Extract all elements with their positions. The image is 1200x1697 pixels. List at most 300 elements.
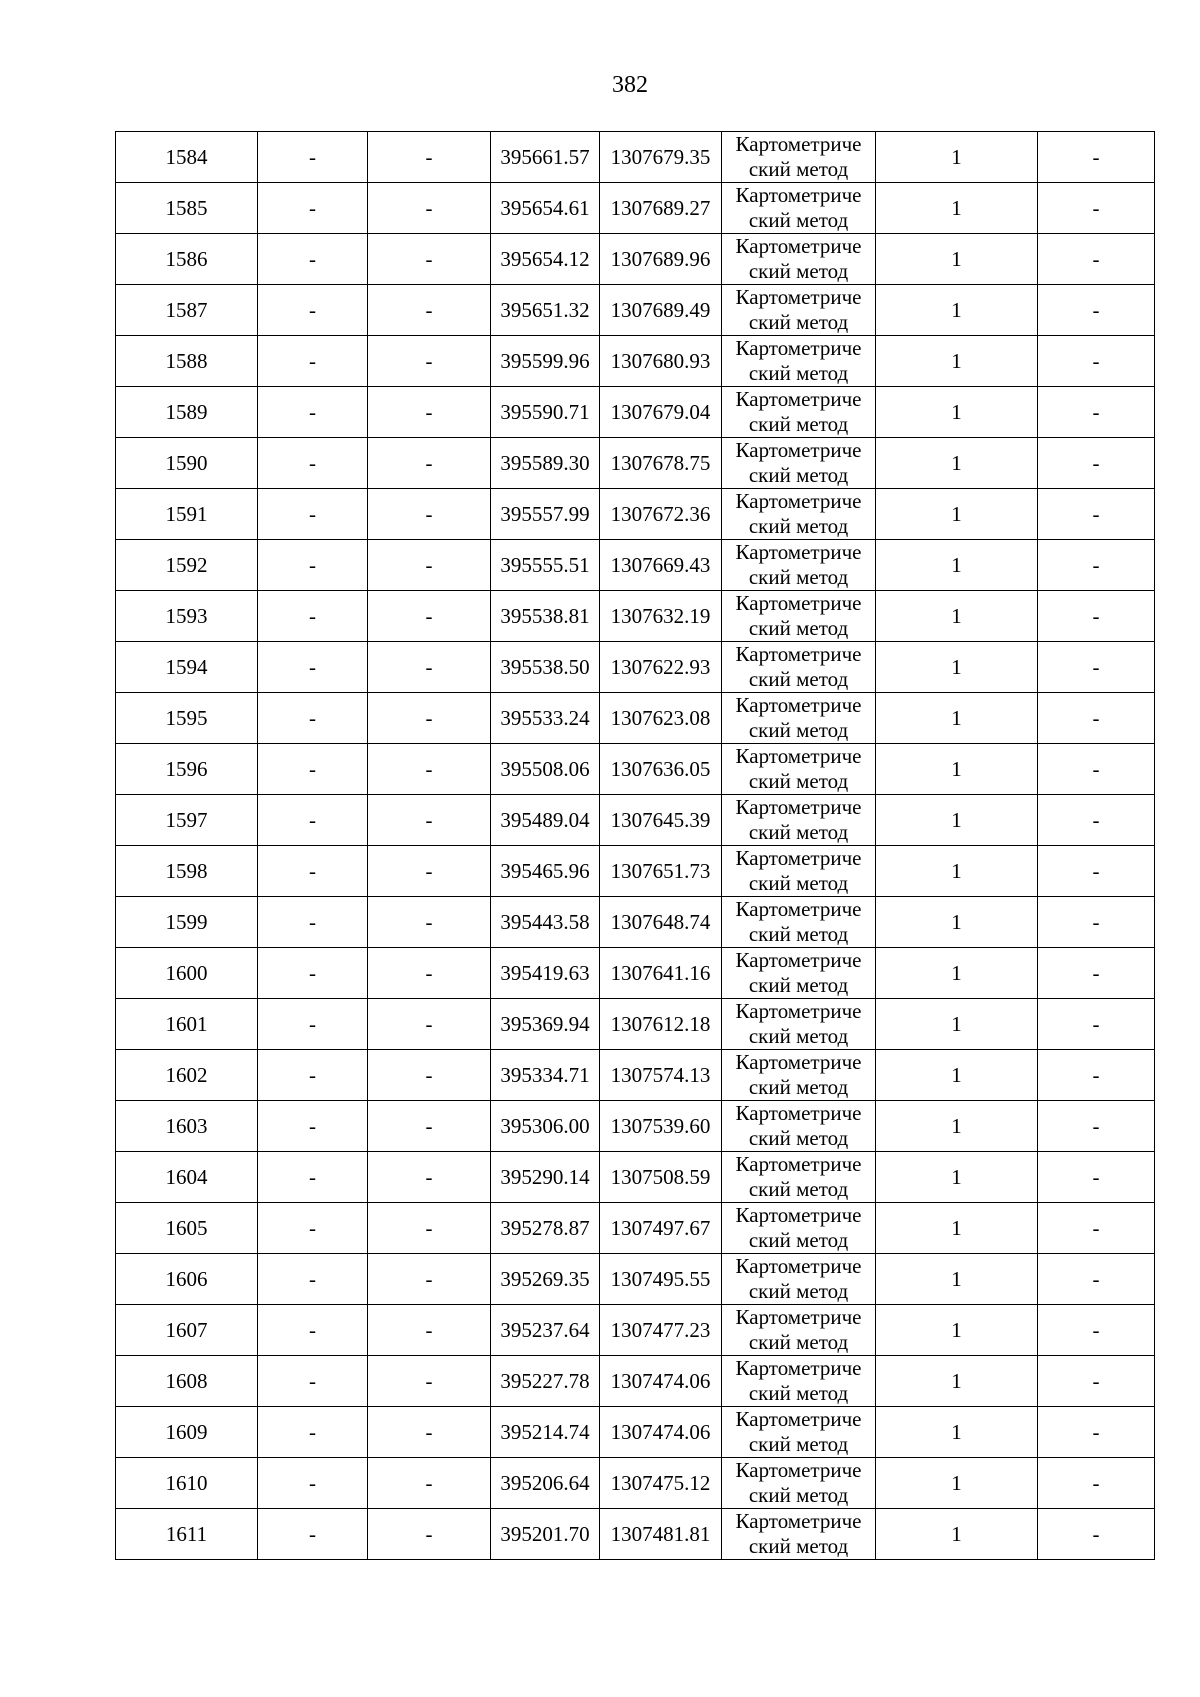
cell-method [722, 1458, 876, 1509]
cell-note: - [1038, 387, 1155, 438]
cell-method [722, 642, 876, 693]
cell-x-coordinate: 395533.24 [491, 693, 600, 744]
cell-method [722, 948, 876, 999]
cell-note: - [1038, 1509, 1155, 1560]
cell-precision: 1 [876, 1356, 1038, 1407]
cell-empty-1: - [258, 591, 368, 642]
cell-note: - [1038, 1050, 1155, 1101]
cell-precision: 1 [876, 1203, 1038, 1254]
cell-x-coordinate: 395654.12 [491, 234, 600, 285]
method-line-2: ский метод [748, 820, 849, 844]
cell-method [722, 1254, 876, 1305]
cell-empty-2: - [368, 438, 491, 489]
cell-x-coordinate: 395306.00 [491, 1101, 600, 1152]
cell-note: - [1038, 1356, 1155, 1407]
cell-method [722, 999, 876, 1050]
cell-method [722, 132, 876, 183]
cell-empty-1: - [258, 438, 368, 489]
cell-y-coordinate: 1307497.67 [600, 1203, 722, 1254]
method-line-2: ский метод [748, 565, 849, 589]
cell-empty-2: - [368, 285, 491, 336]
method-line-1: Картометриче [735, 183, 862, 207]
table-row [116, 1152, 1155, 1203]
method-line-1: Картометриче [735, 846, 862, 870]
method-line-2: ский метод [748, 1279, 849, 1303]
method-line-1: Картометриче [735, 795, 862, 819]
method-line-1: Картометриче [735, 999, 862, 1023]
cell-note: - [1038, 285, 1155, 336]
cell-y-coordinate: 1307672.36 [600, 489, 722, 540]
cell-point-number: 1611 [116, 1509, 258, 1560]
method-line-1: Картометриче [735, 1050, 862, 1074]
cell-note: - [1038, 591, 1155, 642]
cell-point-number: 1596 [116, 744, 258, 795]
cell-precision: 1 [876, 1050, 1038, 1101]
cell-point-number: 1584 [116, 132, 258, 183]
cell-x-coordinate: 395589.30 [491, 438, 600, 489]
table-row [116, 132, 1155, 183]
cell-point-number: 1603 [116, 1101, 258, 1152]
method-line-2: ский метод [748, 718, 849, 742]
cell-note: - [1038, 1305, 1155, 1356]
cell-precision: 1 [876, 744, 1038, 795]
cell-y-coordinate: 1307641.16 [600, 948, 722, 999]
cell-empty-2: - [368, 234, 491, 285]
table-row [116, 591, 1155, 642]
cell-method [722, 540, 876, 591]
cell-precision: 1 [876, 948, 1038, 999]
method-line-1: Картометриче [735, 1203, 862, 1227]
cell-x-coordinate: 395465.96 [491, 846, 600, 897]
cell-note: - [1038, 132, 1155, 183]
cell-y-coordinate: 1307495.55 [600, 1254, 722, 1305]
method-line-2: ский метод [748, 616, 849, 640]
cell-precision: 1 [876, 897, 1038, 948]
method-line-2: ский метод [748, 361, 849, 385]
coordinates-table [115, 131, 1155, 1560]
method-line-2: ский метод [748, 1177, 849, 1201]
cell-point-number: 1594 [116, 642, 258, 693]
cell-empty-1: - [258, 1356, 368, 1407]
method-line-2: ский метод [748, 463, 849, 487]
cell-y-coordinate: 1307689.49 [600, 285, 722, 336]
cell-method [722, 438, 876, 489]
cell-empty-2: - [368, 489, 491, 540]
cell-x-coordinate: 395555.51 [491, 540, 600, 591]
cell-note: - [1038, 1458, 1155, 1509]
cell-precision: 1 [876, 234, 1038, 285]
cell-point-number: 1593 [116, 591, 258, 642]
cell-y-coordinate: 1307689.96 [600, 234, 722, 285]
cell-empty-1: - [258, 336, 368, 387]
cell-empty-1: - [258, 1509, 368, 1560]
cell-empty-2: - [368, 1101, 491, 1152]
cell-empty-2: - [368, 1254, 491, 1305]
method-line-2: ский метод [748, 1024, 849, 1048]
method-line-2: ский метод [748, 871, 849, 895]
cell-method [722, 591, 876, 642]
table-row [116, 897, 1155, 948]
cell-x-coordinate: 395269.35 [491, 1254, 600, 1305]
cell-point-number: 1585 [116, 183, 258, 234]
cell-method [722, 1101, 876, 1152]
method-line-1: Картометриче [735, 1254, 862, 1278]
table-row [116, 846, 1155, 897]
table-row [116, 642, 1155, 693]
method-line-1: Картометриче [735, 642, 862, 666]
cell-y-coordinate: 1307636.05 [600, 744, 722, 795]
table-row [116, 1203, 1155, 1254]
cell-empty-1: - [258, 285, 368, 336]
table-row [116, 1050, 1155, 1101]
cell-note: - [1038, 795, 1155, 846]
method-line-1: Картометриче [735, 489, 862, 513]
cell-method [722, 183, 876, 234]
cell-precision: 1 [876, 1407, 1038, 1458]
cell-note: - [1038, 948, 1155, 999]
method-line-1: Картометриче [735, 1356, 862, 1380]
method-line-1: Картометриче [735, 336, 862, 360]
cell-precision: 1 [876, 999, 1038, 1050]
cell-y-coordinate: 1307474.06 [600, 1407, 722, 1458]
cell-empty-2: - [368, 1203, 491, 1254]
cell-precision: 1 [876, 642, 1038, 693]
cell-precision: 1 [876, 1305, 1038, 1356]
cell-y-coordinate: 1307651.73 [600, 846, 722, 897]
cell-empty-1: - [258, 897, 368, 948]
cell-note: - [1038, 744, 1155, 795]
cell-method [722, 1356, 876, 1407]
page-number: 382 [612, 72, 648, 98]
method-line-1: Картометриче [735, 1152, 862, 1176]
method-line-2: ский метод [748, 769, 849, 793]
cell-x-coordinate: 395538.50 [491, 642, 600, 693]
cell-empty-2: - [368, 999, 491, 1050]
table-row [116, 183, 1155, 234]
cell-empty-1: - [258, 489, 368, 540]
method-line-2: ский метод [748, 1330, 849, 1354]
table-row [116, 948, 1155, 999]
table-body [116, 132, 1155, 1560]
method-line-1: Картометриче [735, 591, 862, 615]
cell-precision: 1 [876, 1509, 1038, 1560]
method-line-1: Картометриче [735, 285, 862, 309]
cell-y-coordinate: 1307669.43 [600, 540, 722, 591]
cell-precision: 1 [876, 846, 1038, 897]
table-row [116, 999, 1155, 1050]
cell-x-coordinate: 395557.99 [491, 489, 600, 540]
table-row [116, 1356, 1155, 1407]
cell-precision: 1 [876, 387, 1038, 438]
method-line-1: Картометриче [735, 693, 862, 717]
table-row [116, 1509, 1155, 1560]
method-line-1: Картометриче [735, 438, 862, 462]
method-line-1: Картометриче [735, 897, 862, 921]
cell-empty-2: - [368, 1356, 491, 1407]
cell-point-number: 1609 [116, 1407, 258, 1458]
cell-empty-2: - [368, 336, 491, 387]
cell-empty-1: - [258, 795, 368, 846]
cell-y-coordinate: 1307648.74 [600, 897, 722, 948]
cell-method [722, 1203, 876, 1254]
method-line-2: ский метод [748, 1534, 849, 1558]
cell-x-coordinate: 395227.78 [491, 1356, 600, 1407]
cell-x-coordinate: 395651.32 [491, 285, 600, 336]
cell-y-coordinate: 1307680.93 [600, 336, 722, 387]
cell-note: - [1038, 489, 1155, 540]
table-row [116, 438, 1155, 489]
cell-empty-2: - [368, 540, 491, 591]
cell-y-coordinate: 1307475.12 [600, 1458, 722, 1509]
method-line-1: Картометриче [735, 387, 862, 411]
cell-y-coordinate: 1307574.13 [600, 1050, 722, 1101]
method-line-1: Картометриче [735, 234, 862, 258]
cell-note: - [1038, 183, 1155, 234]
cell-note: - [1038, 1152, 1155, 1203]
cell-empty-1: - [258, 1152, 368, 1203]
cell-point-number: 1606 [116, 1254, 258, 1305]
cell-precision: 1 [876, 540, 1038, 591]
cell-empty-1: - [258, 234, 368, 285]
cell-method [722, 1305, 876, 1356]
cell-point-number: 1598 [116, 846, 258, 897]
cell-empty-1: - [258, 1458, 368, 1509]
cell-x-coordinate: 395590.71 [491, 387, 600, 438]
cell-empty-2: - [368, 1305, 491, 1356]
cell-y-coordinate: 1307679.35 [600, 132, 722, 183]
cell-method [722, 1407, 876, 1458]
method-line-2: ский метод [748, 1075, 849, 1099]
cell-empty-1: - [258, 540, 368, 591]
cell-x-coordinate: 395214.74 [491, 1407, 600, 1458]
cell-empty-2: - [368, 1509, 491, 1560]
cell-empty-1: - [258, 1407, 368, 1458]
method-line-2: ский метод [748, 1432, 849, 1456]
cell-empty-2: - [368, 183, 491, 234]
cell-point-number: 1587 [116, 285, 258, 336]
method-line-2: ский метод [748, 412, 849, 436]
cell-y-coordinate: 1307474.06 [600, 1356, 722, 1407]
cell-point-number: 1608 [116, 1356, 258, 1407]
cell-point-number: 1592 [116, 540, 258, 591]
cell-empty-1: - [258, 1305, 368, 1356]
cell-method [722, 387, 876, 438]
table-row [116, 489, 1155, 540]
cell-note: - [1038, 642, 1155, 693]
cell-x-coordinate: 395508.06 [491, 744, 600, 795]
method-line-2: ский метод [748, 973, 849, 997]
cell-point-number: 1590 [116, 438, 258, 489]
cell-empty-1: - [258, 1254, 368, 1305]
cell-method [722, 1050, 876, 1101]
cell-x-coordinate: 395278.87 [491, 1203, 600, 1254]
method-line-2: ский метод [748, 310, 849, 334]
cell-y-coordinate: 1307679.04 [600, 387, 722, 438]
cell-x-coordinate: 395237.64 [491, 1305, 600, 1356]
cell-point-number: 1604 [116, 1152, 258, 1203]
cell-x-coordinate: 395334.71 [491, 1050, 600, 1101]
cell-empty-1: - [258, 999, 368, 1050]
cell-note: - [1038, 234, 1155, 285]
cell-point-number: 1610 [116, 1458, 258, 1509]
cell-method [722, 489, 876, 540]
cell-x-coordinate: 395661.57 [491, 132, 600, 183]
cell-empty-1: - [258, 744, 368, 795]
method-line-1: Картометриче [735, 1509, 862, 1533]
cell-point-number: 1602 [116, 1050, 258, 1101]
table-row [116, 795, 1155, 846]
cell-precision: 1 [876, 438, 1038, 489]
cell-note: - [1038, 999, 1155, 1050]
cell-x-coordinate: 395599.96 [491, 336, 600, 387]
method-line-2: ский метод [748, 1228, 849, 1252]
cell-empty-2: - [368, 1458, 491, 1509]
cell-y-coordinate: 1307622.93 [600, 642, 722, 693]
method-line-1: Картометриче [735, 1305, 862, 1329]
cell-x-coordinate: 395443.58 [491, 897, 600, 948]
cell-method [722, 795, 876, 846]
cell-empty-2: - [368, 795, 491, 846]
method-line-1: Картометриче [735, 1458, 862, 1482]
cell-empty-2: - [368, 387, 491, 438]
cell-note: - [1038, 693, 1155, 744]
cell-y-coordinate: 1307689.27 [600, 183, 722, 234]
method-line-1: Картометриче [735, 1101, 862, 1125]
cell-empty-1: - [258, 387, 368, 438]
cell-point-number: 1589 [116, 387, 258, 438]
cell-method [722, 693, 876, 744]
cell-method [722, 846, 876, 897]
cell-empty-2: - [368, 897, 491, 948]
cell-method [722, 234, 876, 285]
cell-method [722, 1509, 876, 1560]
cell-y-coordinate: 1307481.81 [600, 1509, 722, 1560]
cell-point-number: 1591 [116, 489, 258, 540]
cell-precision: 1 [876, 1254, 1038, 1305]
cell-method [722, 285, 876, 336]
cell-x-coordinate: 395654.61 [491, 183, 600, 234]
cell-precision: 1 [876, 132, 1038, 183]
cell-precision: 1 [876, 795, 1038, 846]
cell-point-number: 1605 [116, 1203, 258, 1254]
cell-precision: 1 [876, 1101, 1038, 1152]
table-row [116, 540, 1155, 591]
method-line-2: ский метод [748, 514, 849, 538]
table-row [116, 1305, 1155, 1356]
table-row [116, 1254, 1155, 1305]
cell-empty-2: - [368, 846, 491, 897]
method-line-1: Картометриче [735, 132, 862, 156]
cell-note: - [1038, 438, 1155, 489]
method-line-2: ский метод [748, 922, 849, 946]
cell-note: - [1038, 1203, 1155, 1254]
cell-note: - [1038, 540, 1155, 591]
method-line-1: Картометриче [735, 540, 862, 564]
cell-empty-1: - [258, 183, 368, 234]
cell-empty-2: - [368, 1407, 491, 1458]
table-row [116, 1407, 1155, 1458]
cell-precision: 1 [876, 1458, 1038, 1509]
table-row [116, 336, 1155, 387]
table-row [116, 1458, 1155, 1509]
cell-x-coordinate: 395489.04 [491, 795, 600, 846]
cell-empty-2: - [368, 948, 491, 999]
table-row [116, 744, 1155, 795]
cell-point-number: 1595 [116, 693, 258, 744]
cell-empty-1: - [258, 132, 368, 183]
cell-y-coordinate: 1307678.75 [600, 438, 722, 489]
cell-note: - [1038, 846, 1155, 897]
method-line-2: ский метод [748, 259, 849, 283]
cell-precision: 1 [876, 336, 1038, 387]
method-line-2: ский метод [748, 667, 849, 691]
method-line-1: Картометриче [735, 1407, 862, 1431]
cell-empty-1: - [258, 1203, 368, 1254]
cell-empty-2: - [368, 591, 491, 642]
method-line-1: Картометриче [735, 744, 862, 768]
cell-empty-2: - [368, 1152, 491, 1203]
cell-y-coordinate: 1307508.59 [600, 1152, 722, 1203]
table-row [116, 1101, 1155, 1152]
cell-precision: 1 [876, 1152, 1038, 1203]
cell-empty-2: - [368, 1050, 491, 1101]
cell-empty-2: - [368, 744, 491, 795]
cell-empty-2: - [368, 693, 491, 744]
cell-y-coordinate: 1307645.39 [600, 795, 722, 846]
cell-x-coordinate: 395201.70 [491, 1509, 600, 1560]
cell-precision: 1 [876, 183, 1038, 234]
cell-empty-1: - [258, 948, 368, 999]
cell-note: - [1038, 1407, 1155, 1458]
table-row [116, 234, 1155, 285]
cell-y-coordinate: 1307632.19 [600, 591, 722, 642]
cell-y-coordinate: 1307612.18 [600, 999, 722, 1050]
cell-precision: 1 [876, 693, 1038, 744]
cell-precision: 1 [876, 489, 1038, 540]
cell-x-coordinate: 395206.64 [491, 1458, 600, 1509]
method-line-2: ский метод [748, 157, 849, 181]
cell-note: - [1038, 897, 1155, 948]
cell-x-coordinate: 395538.81 [491, 591, 600, 642]
cell-note: - [1038, 1254, 1155, 1305]
table-row [116, 693, 1155, 744]
cell-empty-2: - [368, 132, 491, 183]
cell-precision: 1 [876, 591, 1038, 642]
cell-x-coordinate: 395369.94 [491, 999, 600, 1050]
table-row [116, 285, 1155, 336]
cell-method [722, 897, 876, 948]
cell-point-number: 1607 [116, 1305, 258, 1356]
method-line-2: ский метод [748, 1381, 849, 1405]
method-line-2: ский метод [748, 208, 849, 232]
cell-empty-2: - [368, 642, 491, 693]
cell-method [722, 336, 876, 387]
cell-point-number: 1599 [116, 897, 258, 948]
cell-point-number: 1588 [116, 336, 258, 387]
method-line-2: ский метод [748, 1126, 849, 1150]
table-row [116, 387, 1155, 438]
cell-note: - [1038, 336, 1155, 387]
cell-method [722, 744, 876, 795]
cell-empty-1: - [258, 693, 368, 744]
cell-empty-1: - [258, 1050, 368, 1101]
cell-x-coordinate: 395419.63 [491, 948, 600, 999]
cell-method [722, 1152, 876, 1203]
cell-note: - [1038, 1101, 1155, 1152]
cell-point-number: 1597 [116, 795, 258, 846]
cell-empty-1: - [258, 642, 368, 693]
cell-point-number: 1586 [116, 234, 258, 285]
